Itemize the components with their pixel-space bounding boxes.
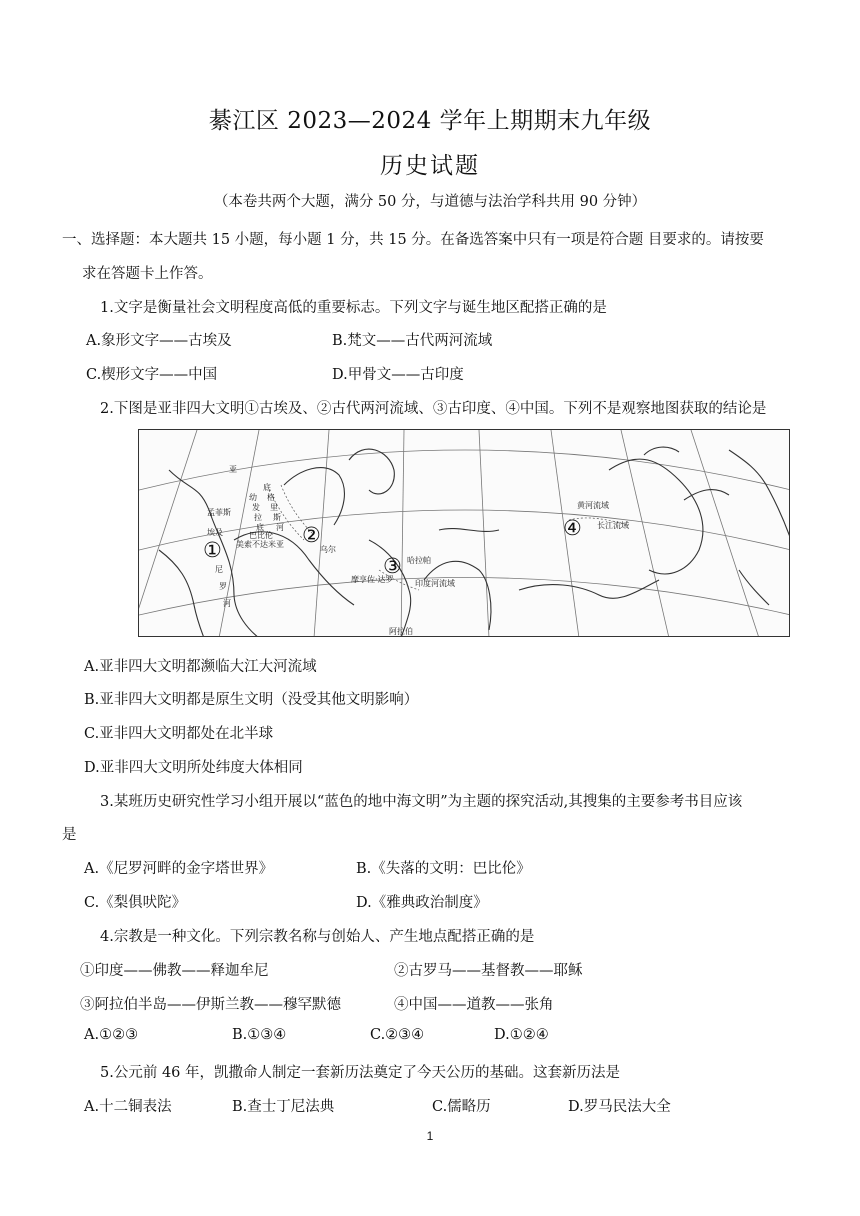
question-5-stem: 5.公元前 46 年，凯撒命人制定一套新历法奠定了今天公历的基础。这套新历法是 (100, 1065, 621, 1081)
map-label-he: 河 (276, 523, 284, 532)
question-5-option-b: B.查士丁尼法典 (232, 1099, 335, 1115)
map-label-ur: 乌尔 (320, 545, 336, 554)
map-label-di: 底 (263, 483, 271, 492)
question-4-item-2: ②古罗马——基督教——耶稣 (394, 963, 583, 979)
question-1-option-b: B.梵文——古代两河流域 (332, 333, 493, 349)
question-5-option-a: A.十二铜表法 (84, 1099, 172, 1115)
map-label-mohenjo-daro: 摩亨佐·达罗 (351, 575, 394, 584)
question-2-option-d: D.亚非四大文明所处纬度大体相同 (84, 760, 303, 776)
question-2-option-a: A.亚非四大文明都濒临大江大河流域 (84, 659, 317, 675)
question-4-item-1: ①印度——佛教——释迦牟尼 (80, 963, 269, 979)
question-1-option-d: D.甲骨文——古印度 (332, 367, 464, 383)
question-4-option-b: B.①③④ (232, 1027, 287, 1043)
map-label-indus-valley: 印度河流域 (415, 579, 455, 588)
page-number: 1 (426, 1129, 434, 1143)
section-instructions-line1: 一、选择题：本大题共 15 小题，每小题 1 分，共 15 分。在备选答案中只有一项是符合题 目要求的。请按要 (62, 232, 764, 248)
map-graticule (139, 430, 790, 637)
question-1-option-c: C.楔形文字——中国 (86, 367, 218, 383)
question-3-option-a: A.《尼罗河畔的金字塔世界》 (84, 861, 274, 877)
question-2-option-b: B.亚非四大文明都是原生文明（没受其他文明影响） (84, 692, 419, 708)
question-3-option-c: C.《梨俱吠陀》 (84, 895, 187, 911)
question-2-option-c: C.亚非四大文明都处在北半球 (84, 726, 274, 742)
exam-title: 綦江区 2023—2024 学年上期期末九年级 (208, 108, 652, 134)
question-5-option-d: D.罗马民法大全 (568, 1099, 671, 1115)
map-label-you: 幼 (249, 493, 257, 502)
question-3-option-d: D.《雅典政治制度》 (356, 895, 488, 911)
map-label-la: 拉 (254, 513, 262, 522)
map-marker-india: ③ (383, 554, 402, 578)
question-5-option-c: C.儒略历 (432, 1099, 491, 1115)
question-4-item-4: ④中国——道教——张角 (394, 997, 554, 1013)
civilizations-map (138, 429, 790, 637)
question-4-option-d: D.①②④ (494, 1027, 549, 1043)
question-4-item-3: ③阿拉伯半岛——伊斯兰教——穆罕默德 (80, 997, 341, 1013)
map-label-ni: 尼 (215, 565, 223, 574)
exam-note: （本卷共两个大题，满分 50 分，与道德与法治学科共用 90 分钟） (213, 194, 647, 210)
exam-subject: 历史试题 (380, 153, 480, 179)
map-label-li: 里 (270, 503, 278, 512)
map-marker-china: ④ (563, 516, 582, 540)
question-3-stem-cont: 是 (62, 827, 77, 843)
map-label-he2: 河 (223, 599, 231, 608)
map-label-luo: 罗 (219, 582, 227, 591)
map-marker-egypt: ① (203, 538, 222, 562)
map-label-di2: 底 (256, 523, 264, 532)
question-3-stem: 3.某班历史研究性学习小组开展以“蓝色的地中海文明”为主题的探究活动,其搜集的主要参考书目应该 (100, 794, 743, 810)
question-4-option-c: C.②③④ (370, 1027, 425, 1043)
map-label-yellow-river: 黄河流域 (577, 501, 609, 510)
map-label-mesopotamia: 美索不达米亚 (236, 540, 284, 549)
question-3-option-b: B.《失落的文明：巴比伦》 (356, 861, 531, 877)
map-label-fa: 发 (252, 503, 260, 512)
map-label-harappa: 哈拉帕 (407, 556, 431, 565)
question-4-stem: 4.宗教是一种文化。下列宗教名称与创始人、产生地点配搭正确的是 (100, 929, 535, 945)
map-label-si: 斯 (273, 513, 281, 522)
map-label-yangtze: 长江流域 (597, 521, 629, 530)
map-label-babylon: 巴比伦 (249, 531, 273, 540)
map-label-egypt: 埃及 (207, 528, 223, 537)
question-1-option-a: A.象形文字——古埃及 (86, 333, 232, 349)
map-label-ya: 亚 (229, 465, 237, 474)
map-marker-mesopotamia: ② (302, 523, 321, 547)
section-instructions-line2: 求在答题卡上作答。 (82, 266, 213, 282)
map-label-ge: 格 (267, 493, 275, 502)
map-label-arabia: 阿拉伯 (389, 627, 413, 636)
map-label-memphis: 孟菲斯 (207, 508, 231, 517)
question-2-stem: 2.下图是亚非四大文明①古埃及、②古代两河流域、③古印度、④中国。下列不是观察地图获取的结论是 (100, 401, 767, 417)
question-4-option-a: A.①②③ (84, 1027, 139, 1043)
question-1-stem: 1.文字是衡量社会文明程度高低的重要标志。下列文字与诞生地区配搭正确的是 (100, 300, 607, 316)
